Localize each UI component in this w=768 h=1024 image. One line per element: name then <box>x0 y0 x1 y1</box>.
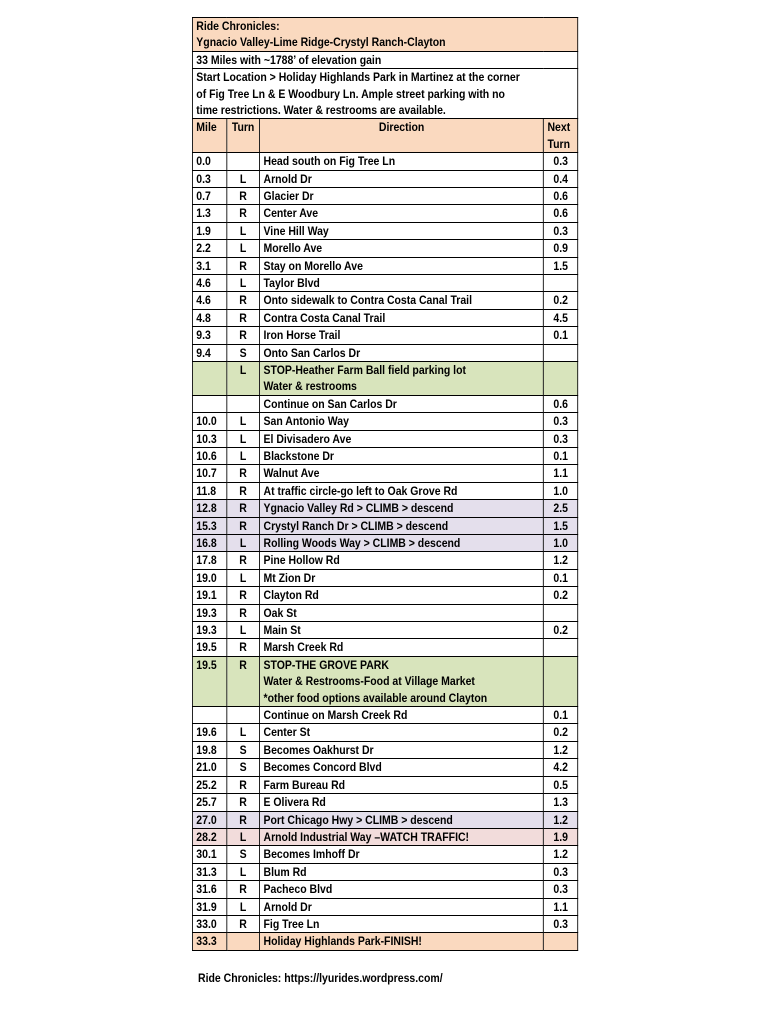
cue-direction-line: Rolling Woods Way > CLIMB > descend <box>263 536 461 551</box>
cue-next-turn: 1.2 <box>544 741 578 758</box>
cue-row <box>192 724 577 741</box>
start-line1: Start Location > Holiday Highlands Park in Martinez at the corner <box>196 70 520 85</box>
cue-mile: 2.2 <box>192 240 226 257</box>
cue-direction <box>260 552 544 569</box>
cue-direction-line: Clayton Rd <box>263 588 319 603</box>
ride-summary: 33 Miles with ~1788’ of elevation gain <box>192 51 577 68</box>
cue-row <box>192 552 577 569</box>
cue-next-turn: 0.1 <box>544 569 578 586</box>
cue-direction <box>260 327 544 344</box>
cue-row <box>192 395 577 412</box>
cue-mile: 1.3 <box>192 205 226 222</box>
cue-next-turn: 0.4 <box>544 170 578 187</box>
cue-next-turn: 0.1 <box>544 448 578 465</box>
cue-turn: R <box>227 552 260 569</box>
cue-next-turn: 1.2 <box>544 846 578 863</box>
cue-turn: L <box>227 828 260 845</box>
cue-direction <box>260 274 544 291</box>
cue-next-turn: 1.5 <box>544 257 578 274</box>
cue-next-turn: 4.2 <box>544 759 578 776</box>
title-row <box>192 18 577 52</box>
cue-next-turn: 0.6 <box>544 205 578 222</box>
cue-mile: 17.8 <box>192 552 226 569</box>
cue-next-turn: 1.0 <box>544 482 578 499</box>
cue-direction-line: Fig Tree Ln <box>263 916 320 931</box>
cue-row <box>192 257 577 274</box>
cue-next-turn: 0.3 <box>544 153 578 170</box>
cue-next-turn: 0.1 <box>544 327 578 344</box>
cue-direction <box>260 500 544 517</box>
cue-direction <box>260 759 544 776</box>
cue-row <box>192 846 577 863</box>
cue-direction <box>260 915 544 932</box>
cue-turn: L <box>227 535 260 552</box>
cue-direction-line: Vine Hill Way <box>263 223 329 238</box>
cue-next-turn: 0.3 <box>544 222 578 239</box>
cue-next-turn: 0.3 <box>544 413 578 430</box>
cue-direction-line: Blackstone Dr <box>263 449 334 464</box>
cue-direction <box>260 153 544 170</box>
cue-row <box>192 500 577 517</box>
start-location <box>192 69 577 119</box>
cue-direction-line: Oak St <box>263 605 297 620</box>
cue-turn: R <box>227 604 260 621</box>
cue-mile: 27.0 <box>192 811 226 828</box>
cue-mile: 21.0 <box>192 759 226 776</box>
cue-next-turn: 0.5 <box>544 776 578 793</box>
cue-next-turn <box>544 933 578 950</box>
cue-row <box>192 222 577 239</box>
cue-next-turn: 4.5 <box>544 309 578 326</box>
cue-direction-line: Onto sidewalk to Contra Costa Canal Trail <box>263 293 473 308</box>
cue-row <box>192 430 577 447</box>
cue-direction <box>260 430 544 447</box>
cue-direction-line: Pine Hollow Rd <box>263 553 340 568</box>
ride-title-line1: Ride Chronicles: <box>196 19 280 33</box>
cue-direction <box>260 448 544 465</box>
cue-turn: R <box>227 794 260 811</box>
cue-next-turn: 0.6 <box>544 395 578 412</box>
cue-mile: 31.3 <box>192 863 226 880</box>
cue-direction <box>260 828 544 845</box>
cue-mile: 28.2 <box>192 828 226 845</box>
cue-direction <box>260 587 544 604</box>
cue-turn: S <box>227 759 260 776</box>
cue-direction-line: Onto San Carlos Dr <box>263 345 361 360</box>
cue-next-turn: 2.5 <box>544 500 578 517</box>
cue-turn: R <box>227 881 260 898</box>
cue-row <box>192 153 577 170</box>
cue-direction-line: Center St <box>263 725 311 740</box>
cue-row <box>192 569 577 586</box>
cue-next-turn <box>544 639 578 656</box>
cue-row <box>192 240 577 257</box>
cue-turn: L <box>227 170 260 187</box>
cue-direction-line: Morello Ave <box>263 241 323 256</box>
cue-turn: L <box>227 569 260 586</box>
cue-row <box>192 344 577 361</box>
cue-direction <box>260 517 544 534</box>
cue-direction <box>260 535 544 552</box>
cue-next-turn: 0.6 <box>544 187 578 204</box>
cue-direction <box>260 170 544 187</box>
cue-direction-line: El Divisadero Ave <box>263 431 352 446</box>
cue-direction <box>260 622 544 639</box>
cue-row <box>192 274 577 291</box>
cue-turn: R <box>227 482 260 499</box>
cue-next-turn: 1.1 <box>544 465 578 482</box>
cue-turn <box>227 395 260 412</box>
cue-row <box>192 915 577 932</box>
cue-next-turn: 1.1 <box>544 898 578 915</box>
cue-turn: L <box>227 430 260 447</box>
cue-mile: 0.0 <box>192 153 226 170</box>
cue-next-turn: 0.3 <box>544 863 578 880</box>
cue-turn: R <box>227 187 260 204</box>
cue-direction-line: Marsh Creek Rd <box>263 640 344 655</box>
cue-direction <box>260 309 544 326</box>
cue-mile: 19.3 <box>192 604 226 621</box>
cue-mile: 25.7 <box>192 794 226 811</box>
cue-row <box>192 707 577 724</box>
cue-direction-line: Arnold Dr <box>263 899 312 914</box>
cue-turn: S <box>227 741 260 758</box>
cue-row <box>192 656 577 706</box>
cue-turn: L <box>227 413 260 430</box>
cue-next-turn: 0.3 <box>544 881 578 898</box>
cue-next-turn: 1.2 <box>544 552 578 569</box>
cue-row <box>192 362 577 396</box>
cue-turn: R <box>227 639 260 656</box>
cue-direction-line: Ygnacio Valley Rd > CLIMB > descend <box>263 501 454 516</box>
cue-direction <box>260 413 544 430</box>
cue-row <box>192 309 577 326</box>
cue-direction <box>260 465 544 482</box>
cue-direction-line: Main St <box>263 623 301 638</box>
cue-row <box>192 741 577 758</box>
cue-direction-line: Water & restrooms <box>263 379 357 394</box>
start-line3: time restrictions. Water & restrooms are available. <box>196 102 446 117</box>
cue-row <box>192 170 577 187</box>
cue-direction <box>260 933 544 950</box>
cue-direction-line: E Olivera Rd <box>263 795 326 810</box>
cue-direction <box>260 741 544 758</box>
cue-turn: R <box>227 587 260 604</box>
cue-next-turn: 1.0 <box>544 535 578 552</box>
cue-mile: 4.8 <box>192 309 226 326</box>
cue-direction-line: Center Ave <box>263 206 319 221</box>
cue-mile: 1.9 <box>192 222 226 239</box>
cue-direction <box>260 811 544 828</box>
cue-mile: 3.1 <box>192 257 226 274</box>
cue-direction-line: STOP-THE GROVE PARK <box>263 657 389 672</box>
cue-direction-line: Head south on Fig Tree Ln <box>263 154 396 169</box>
cue-direction-line: Crystyl Ranch Dr > CLIMB > descend <box>263 518 449 533</box>
cue-direction <box>260 656 544 706</box>
cue-mile: 19.5 <box>192 639 226 656</box>
cue-mile: 0.7 <box>192 187 226 204</box>
cue-row <box>192 863 577 880</box>
cue-direction-line: Water & Restrooms-Food at Village Market <box>263 674 475 689</box>
cue-direction <box>260 724 544 741</box>
cue-turn: R <box>227 517 260 534</box>
cue-direction-line: Pacheco Blvd <box>263 882 333 897</box>
cue-direction-line: Taylor Blvd <box>263 275 320 290</box>
cue-mile: 31.9 <box>192 898 226 915</box>
ride-title <box>192 18 577 52</box>
cue-sheet <box>192 17 571 951</box>
cue-next-turn: 0.2 <box>544 622 578 639</box>
cue-row <box>192 327 577 344</box>
cue-row <box>192 639 577 656</box>
cue-direction <box>260 846 544 863</box>
cue-direction <box>260 187 544 204</box>
cue-turn: R <box>227 465 260 482</box>
cue-direction <box>260 776 544 793</box>
cue-turn: R <box>227 811 260 828</box>
cue-turn: R <box>227 292 260 309</box>
cue-row <box>192 828 577 845</box>
cue-row <box>192 517 577 534</box>
cue-row <box>192 187 577 204</box>
cue-direction-line: Contra Costa Canal Trail <box>263 310 386 325</box>
cue-mile: 10.6 <box>192 448 226 465</box>
cue-direction-line: Arnold Dr <box>263 171 312 186</box>
cue-direction <box>260 639 544 656</box>
cue-row <box>192 292 577 309</box>
cue-mile: 10.3 <box>192 430 226 447</box>
column-header-next-turn <box>544 119 578 153</box>
cue-direction-line: Arnold Industrial Way –WATCH TRAFFIC! <box>263 829 470 844</box>
cue-direction-line: Becomes Oakhurst Dr <box>263 742 374 757</box>
cue-direction <box>260 292 544 309</box>
cue-mile: 19.0 <box>192 569 226 586</box>
cue-turn: R <box>227 656 260 706</box>
cue-turn: R <box>227 776 260 793</box>
cue-row <box>192 776 577 793</box>
cue-mile: 10.7 <box>192 465 226 482</box>
cue-row <box>192 933 577 950</box>
cue-mile: 9.4 <box>192 344 226 361</box>
cue-next-turn: 0.3 <box>544 915 578 932</box>
cue-direction <box>260 482 544 499</box>
cue-turn: L <box>227 274 260 291</box>
cue-turn: R <box>227 257 260 274</box>
column-header-turn: Turn <box>227 119 260 153</box>
cue-mile: 16.8 <box>192 535 226 552</box>
cue-row <box>192 604 577 621</box>
start-row <box>192 69 577 119</box>
cue-turn: L <box>227 448 260 465</box>
cue-mile: 33.3 <box>192 933 226 950</box>
cue-direction-line: San Antonio Way <box>263 414 349 429</box>
cue-mile <box>192 362 226 396</box>
cue-turn: L <box>227 362 260 396</box>
cue-next-turn: 1.5 <box>544 517 578 534</box>
cue-direction-line: Glacier Dr <box>263 188 314 203</box>
cue-row <box>192 448 577 465</box>
cue-row <box>192 881 577 898</box>
cue-direction <box>260 881 544 898</box>
cue-direction <box>260 240 544 257</box>
cue-direction <box>260 222 544 239</box>
footer-credit: Ride Chronicles: https://lyurides.wordpress.com/ <box>198 971 443 985</box>
cue-next-turn <box>544 604 578 621</box>
cue-turn <box>227 153 260 170</box>
cue-direction <box>260 205 544 222</box>
cue-next-turn <box>544 274 578 291</box>
cue-direction-line: *other food options available around Clayton <box>263 690 488 705</box>
cue-direction <box>260 569 544 586</box>
cue-row <box>192 759 577 776</box>
cue-mile: 4.6 <box>192 292 226 309</box>
column-header-next-line1: Next <box>547 120 571 135</box>
cue-mile: 19.3 <box>192 622 226 639</box>
cue-direction <box>260 863 544 880</box>
cue-direction-line: Continue on San Carlos Dr <box>263 396 397 411</box>
cue-direction <box>260 707 544 724</box>
cue-mile: 4.6 <box>192 274 226 291</box>
cue-direction-line: Mt Zion Dr <box>263 570 316 585</box>
cue-direction-line: Blum Rd <box>263 864 307 879</box>
cue-mile: 31.6 <box>192 881 226 898</box>
cue-mile: 19.1 <box>192 587 226 604</box>
start-line2: of Fig Tree Ln & E Woodbury Ln. Ample street parking with no <box>196 86 505 101</box>
cue-row <box>192 535 577 552</box>
cue-turn: R <box>227 915 260 932</box>
cue-direction-line: At traffic circle-go left to Oak Grove Rd <box>263 483 458 498</box>
summary-row <box>192 51 577 68</box>
cue-next-turn: 0.2 <box>544 724 578 741</box>
cue-direction <box>260 344 544 361</box>
cue-mile: 10.0 <box>192 413 226 430</box>
cue-turn: R <box>227 500 260 517</box>
cue-turn: R <box>227 309 260 326</box>
cue-turn: L <box>227 240 260 257</box>
column-header-next-line2: Turn <box>547 136 570 151</box>
cue-table <box>192 17 578 951</box>
cue-mile <box>192 707 226 724</box>
cue-turn: S <box>227 846 260 863</box>
cue-mile: 12.8 <box>192 500 226 517</box>
cue-row <box>192 413 577 430</box>
cue-next-turn: 0.9 <box>544 240 578 257</box>
cue-direction-line: Becomes Concord Blvd <box>263 760 382 775</box>
cue-turn: L <box>227 622 260 639</box>
cue-direction <box>260 395 544 412</box>
cue-turn <box>227 933 260 950</box>
cue-next-turn: 0.2 <box>544 587 578 604</box>
cue-direction-line: Farm Bureau Rd <box>263 777 346 792</box>
cue-mile: 11.8 <box>192 482 226 499</box>
cue-mile <box>192 395 226 412</box>
cue-row <box>192 811 577 828</box>
cue-direction-line: Walnut Ave <box>263 466 320 481</box>
cue-direction <box>260 898 544 915</box>
cue-turn: L <box>227 724 260 741</box>
cue-turn: R <box>227 327 260 344</box>
cue-next-turn <box>544 362 578 396</box>
cue-next-turn <box>544 344 578 361</box>
cue-direction <box>260 257 544 274</box>
cue-mile: 25.2 <box>192 776 226 793</box>
cue-row <box>192 482 577 499</box>
cue-direction-line: Iron Horse Trail <box>263 328 341 343</box>
cue-next-turn: 1.3 <box>544 794 578 811</box>
cue-next-turn <box>544 656 578 706</box>
cue-direction-line: Stay on Morello Ave <box>263 258 363 273</box>
column-header-row <box>192 119 577 153</box>
cue-direction-line: Holiday Highlands Park-FINISH! <box>263 934 422 949</box>
cue-row <box>192 898 577 915</box>
cue-direction <box>260 362 544 396</box>
cue-row <box>192 205 577 222</box>
cue-turn: S <box>227 344 260 361</box>
column-header-direction: Direction <box>260 119 544 153</box>
cue-mile: 15.3 <box>192 517 226 534</box>
cue-next-turn: 0.3 <box>544 430 578 447</box>
cue-next-turn: 1.9 <box>544 828 578 845</box>
cue-mile: 19.8 <box>192 741 226 758</box>
cue-direction-line: Port Chicago Hwy > CLIMB > descend <box>263 812 453 827</box>
cue-direction-line: Becomes Imhoff Dr <box>263 847 360 862</box>
cue-turn: L <box>227 863 260 880</box>
cue-turn: L <box>227 222 260 239</box>
cue-mile: 0.3 <box>192 170 226 187</box>
cue-mile: 30.1 <box>192 846 226 863</box>
cue-next-turn: 1.2 <box>544 811 578 828</box>
cue-turn: L <box>227 898 260 915</box>
cue-mile: 19.6 <box>192 724 226 741</box>
cue-direction <box>260 794 544 811</box>
cue-direction-line: STOP-Heather Farm Ball field parking lot <box>263 363 466 378</box>
cue-next-turn: 0.1 <box>544 707 578 724</box>
cue-row <box>192 794 577 811</box>
column-header-mile: Mile <box>192 119 226 153</box>
cue-turn: R <box>227 205 260 222</box>
cue-row <box>192 622 577 639</box>
cue-row <box>192 587 577 604</box>
cue-row <box>192 465 577 482</box>
cue-mile: 19.5 <box>192 656 226 706</box>
cue-mile: 9.3 <box>192 327 226 344</box>
cue-direction <box>260 604 544 621</box>
ride-title-line2: Ygnacio Valley-Lime Ridge-Crystyl Ranch-Clayton <box>196 35 446 50</box>
cue-direction-line: Continue on Marsh Creek Rd <box>263 708 408 723</box>
cue-mile: 33.0 <box>192 915 226 932</box>
cue-next-turn: 0.2 <box>544 292 578 309</box>
cue-turn <box>227 707 260 724</box>
